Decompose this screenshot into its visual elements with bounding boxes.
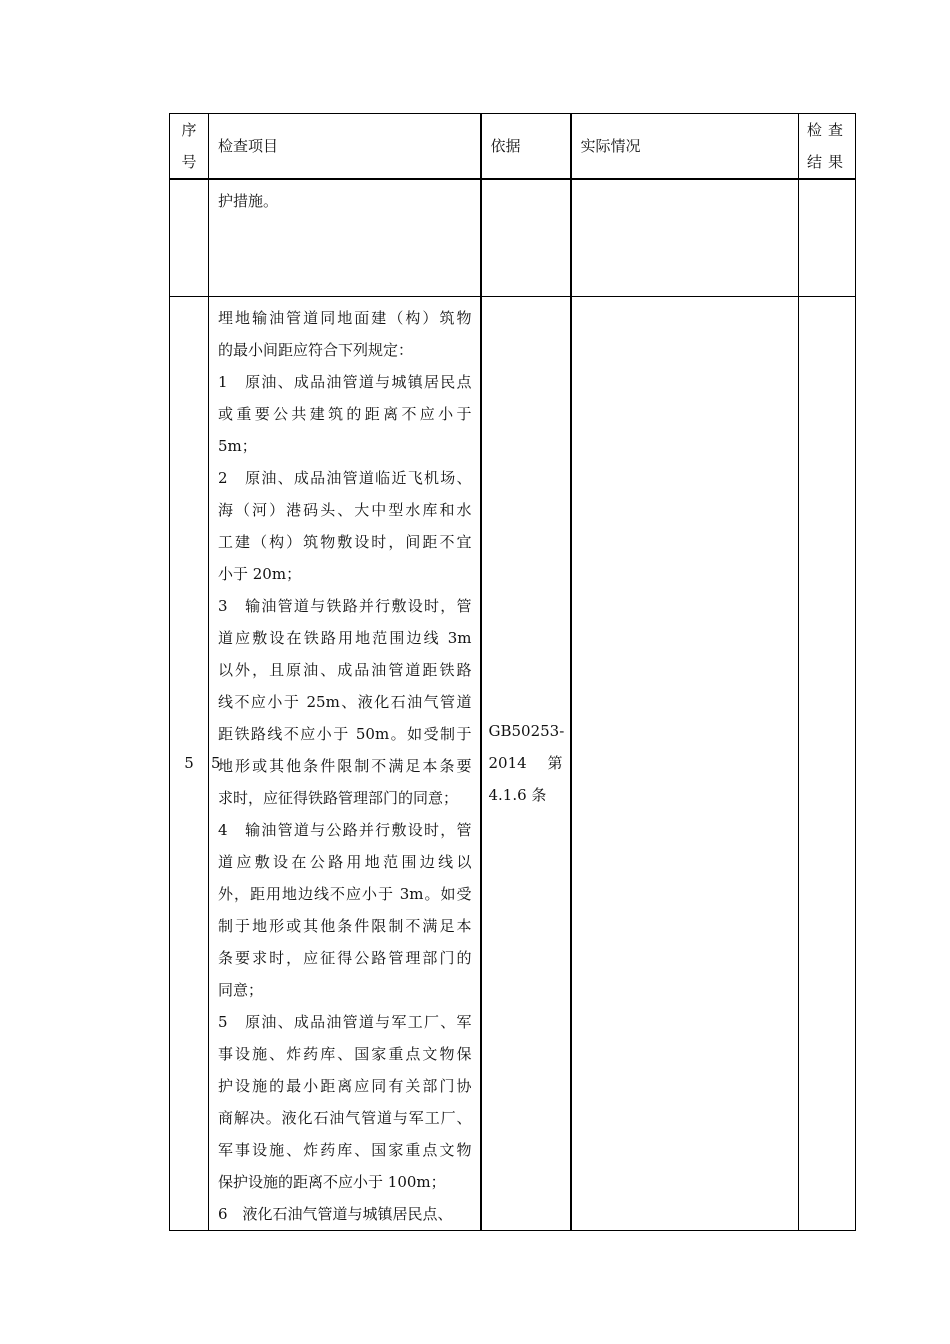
cell-no-5: 5: [170, 296, 209, 1230]
table-row-continued: [170, 179, 856, 296]
table-header-row: [170, 114, 856, 180]
item-line: 1 原油、成品油管道与城镇居民点: [218, 372, 472, 391]
item-line: 4 输油管道与公路并行敷设时，管: [218, 820, 472, 839]
item-line: 小于 20m；: [218, 564, 302, 583]
item-line: 线不应小于 25m、液化石油气管道: [218, 692, 472, 711]
cell-actual-empty: [571, 179, 799, 296]
item-line: 制于地形或其他条件限制不满足本: [218, 916, 472, 935]
header-result: 检查 结果: [799, 114, 856, 180]
item-line: 事设施、炸药库、国家重点文物保: [218, 1044, 472, 1063]
item-line: 距铁路线不应小于 50m。如受制于: [218, 724, 472, 743]
stray-number-mark: 5: [211, 754, 221, 772]
item-line: 道应敷设在公路用地范围边线以: [218, 852, 472, 871]
table-row-5: [170, 296, 856, 1230]
item-line: 以外，且原油、成品油管道距铁路: [218, 660, 472, 679]
header-actual: 实际情况: [571, 114, 799, 180]
item-line: 求时，应征得铁路管理部门的同意；: [218, 788, 459, 807]
item-line: 工建（构）筑物敷设时，间距不宜: [218, 532, 472, 551]
inspection-table: [169, 113, 856, 1231]
cell-basis-empty: [481, 179, 571, 296]
item-line: 道应敷设在铁路用地范围边线 3m: [218, 628, 472, 647]
item-line: 同意；: [218, 980, 264, 999]
cell-actual-5: [571, 296, 799, 1230]
item-line: 商解决。液化石油气管道与军工厂、: [218, 1108, 472, 1127]
item-line: 条要求时，应征得公路管理部门的: [218, 948, 472, 967]
item-line: 5m；: [218, 436, 257, 455]
item-line: 埋地输油管道同地面建（构）筑物: [218, 308, 472, 327]
item-line: 2 原油、成品油管道临近飞机场、: [218, 468, 472, 487]
item-line: 海（河）港码头、大中型水库和水: [218, 500, 472, 519]
item-line: 或重要公共建筑的距离不应小于: [218, 404, 472, 423]
item-line: 3 输油管道与铁路并行敷设时，管: [218, 596, 472, 615]
item-line: 军事设施、炸药库、国家重点文物: [218, 1140, 472, 1159]
cell-basis-5: GB50253- 2014 第 4.1.6 条: [481, 296, 571, 1230]
item-line: 地形或其他条件限制不满足本条要: [218, 756, 472, 775]
item-line: 6 液化石油气管道与城镇居民点、: [218, 1204, 453, 1223]
header-no: 序 号: [170, 114, 209, 180]
cell-result-empty: [799, 179, 856, 296]
item-line: 护设施的最小距离应同有关部门协: [218, 1076, 472, 1095]
item-line: 保护设施的距离不应小于 100m；: [218, 1172, 446, 1191]
cell-item-continued: 护措施。: [209, 179, 481, 296]
cell-result-5: [799, 296, 856, 1230]
item-line: 外，距用地边线不应小于 3m。如受: [218, 884, 472, 903]
cell-no-empty: [170, 179, 209, 296]
cell-item-5: [209, 296, 481, 1230]
header-item: 检查项目: [209, 114, 481, 180]
header-basis: 依据: [481, 114, 571, 180]
item-line: 5 原油、成品油管道与军工厂、军: [218, 1012, 472, 1031]
item-line: 的最小间距应符合下列规定：: [218, 340, 414, 359]
